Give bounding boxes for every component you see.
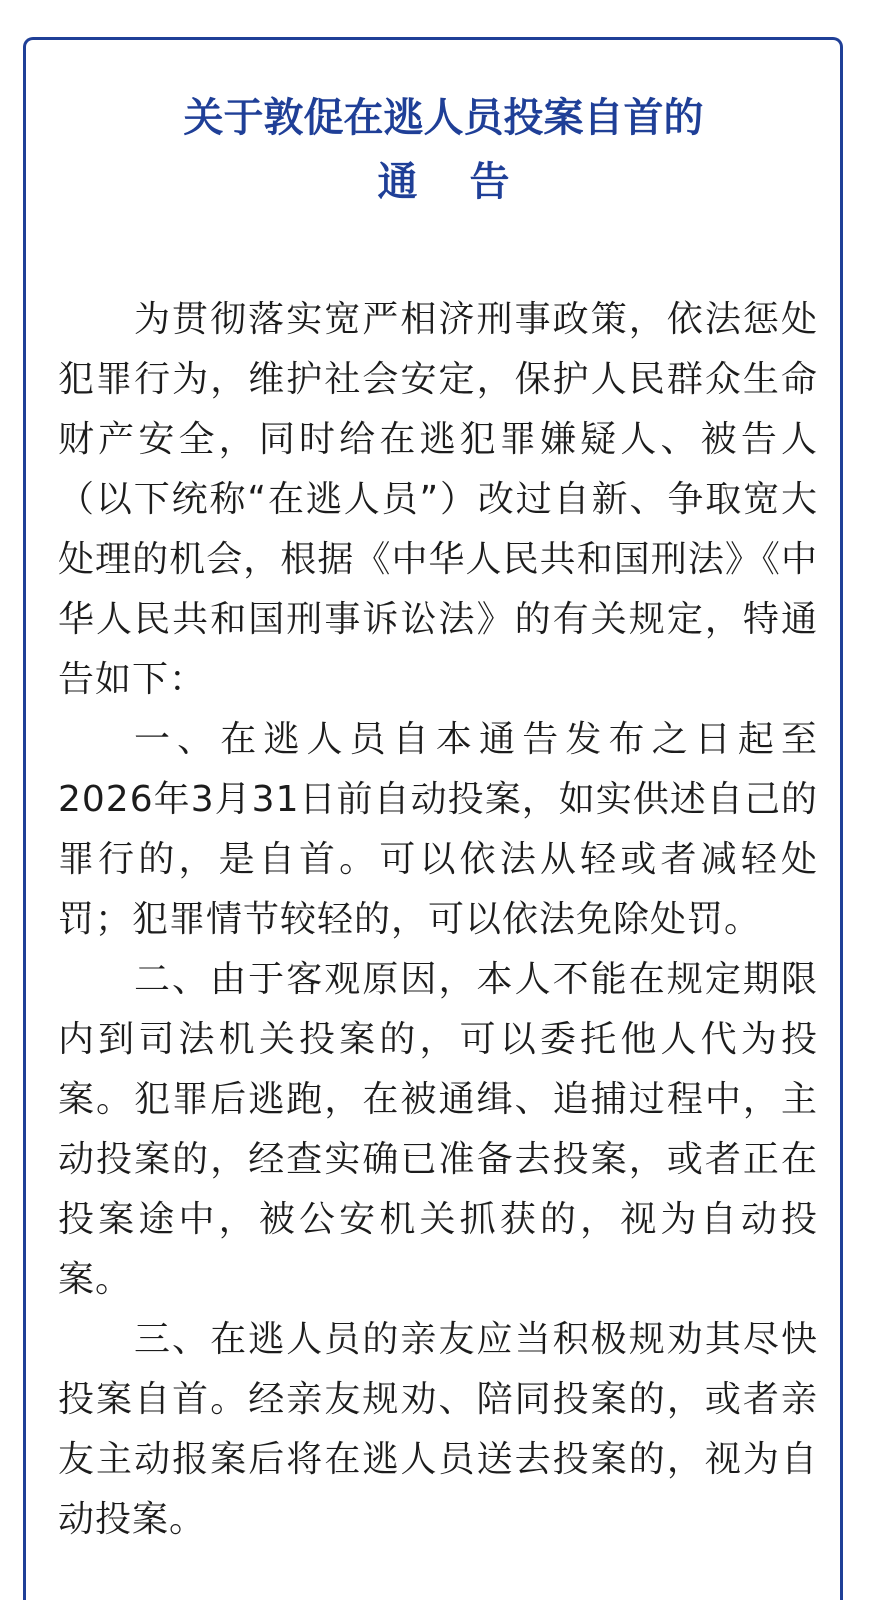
notice-title: 关于敦促在逃人员投案自首的: [183, 95, 704, 141]
clause-1-paragraph: 一、在逃人员自本通告发布之日起至2026年3月31日前自动投案，如实供述自己的罪行的，是自首。可以依法从轻或者减轻处罚；犯罪情节较轻的，可以依法免除处罚。: [58, 719, 818, 940]
clause-2-paragraph: 二、由于客观原因，本人不能在规定期限内到司法机关投案的，可以委托他人代为投案。犯罪后逃跑，在被通缉、追捕过程中，主动投案的，经查实确已准备去投案，或者正在投案途中，被公安机关抓获的，视为自动投案。: [58, 959, 818, 1300]
intro-paragraph: 为贯彻落实宽严相济刑事政策，依法惩处犯罪行为，维护社会安定，保护人民群众生命财产安全，同时给在逃犯罪嫌疑人、被告人（以下统称“在逃人员”）改过自新、争取宽大处理的机会，根据《中华人民共和国刑法》《中华人民共和国刑事诉讼法》的有关规定，特通告如下：: [58, 299, 818, 700]
notice-subtitle: 通告: [377, 159, 562, 205]
clause-3-paragraph: 三、在逃人员的亲友应当积极规劝其尽快投案自首。经亲友规劝、陪同投案的，或者亲友主动报案后将在逃人员送去投案的，视为自动投案。: [58, 1319, 818, 1540]
notice-body: [58, 290, 818, 1550]
